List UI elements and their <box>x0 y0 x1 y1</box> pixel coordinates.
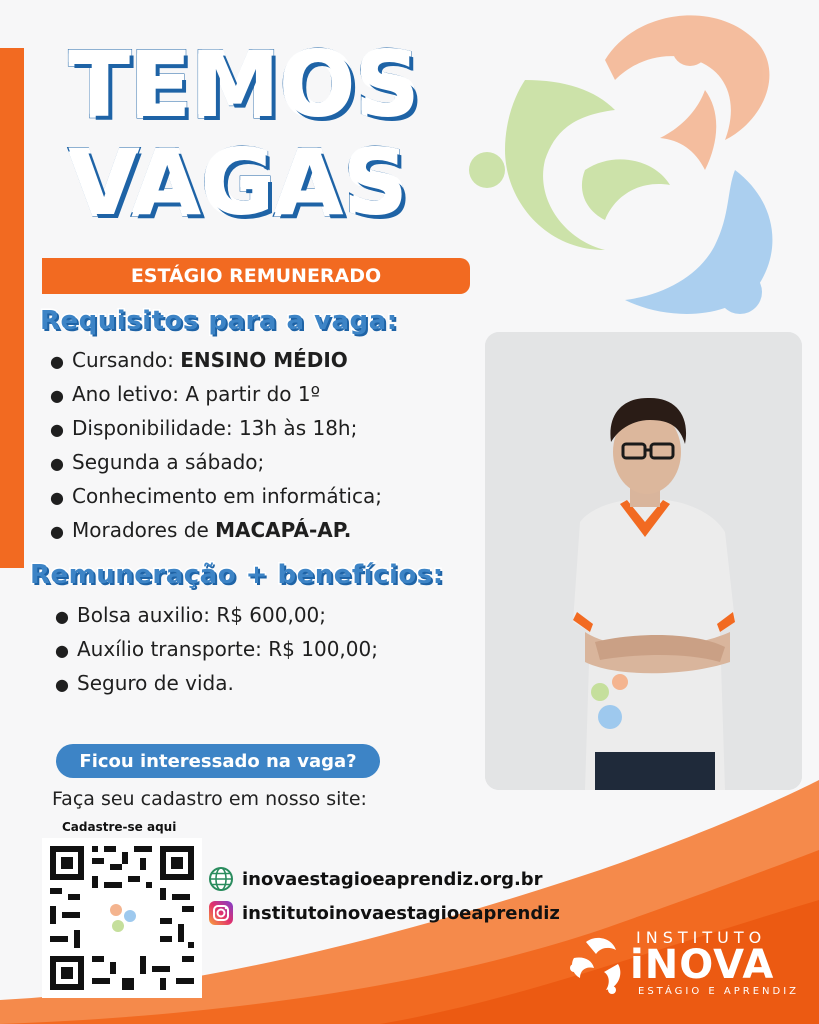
qr-code-icon <box>42 838 202 998</box>
logo-orange-swoosh <box>660 90 716 170</box>
benefits-list <box>55 598 378 700</box>
bullet-icon: ● <box>55 675 69 694</box>
logo-dot-peach <box>672 30 708 66</box>
requirement-item: ● Segunda a sábado; <box>50 445 382 479</box>
candidate-photo <box>485 332 802 790</box>
bullet-icon: ● <box>50 352 64 371</box>
left-accent-bar <box>0 48 24 568</box>
benefit-item: ● Bolsa auxilio: R$ 600,00; <box>55 598 378 632</box>
interest-pill: Ficou interessado na vaga? <box>56 744 380 778</box>
logo-dot-blue <box>718 270 762 314</box>
institute-logo-graphic <box>465 0 819 330</box>
bullet-icon: ● <box>55 607 69 626</box>
signup-instruction: Faça seu cadastro em nosso site: <box>52 788 367 810</box>
brand-inova: iNOVA <box>630 942 775 988</box>
instagram-contact[interactable] <box>208 900 560 926</box>
benefit-item: ● Seguro de vida. <box>55 666 378 700</box>
headline-temos: TEMOS <box>70 34 421 137</box>
website-url: inovaestagioeaprendiz.org.br <box>242 868 543 890</box>
instagram-handle: institutoinovaestagioeaprendiz <box>242 902 560 924</box>
inova-logo-icon <box>566 934 628 996</box>
requirement-item: ● Conhecimento em informática; <box>50 479 382 513</box>
requirement-item: ● Disponibilidade: 13h às 18h; <box>50 411 382 445</box>
requirement-item: ● Ano letivo: A partir do 1º <box>50 377 382 411</box>
bullet-icon: ● <box>50 522 64 541</box>
signup-qr-code[interactable] <box>42 838 202 998</box>
logo-green-inner <box>582 159 670 220</box>
logo-dot-green <box>469 152 505 188</box>
person-illustration <box>485 332 802 790</box>
benefit-item: ● Auxílio transporte: R$ 100,00; <box>55 632 378 666</box>
requirement-item: ● Cursando: ENSINO MÉDIO <box>50 343 382 377</box>
paid-internship-banner: ESTÁGIO REMUNERADO <box>42 258 470 294</box>
instagram-icon <box>208 900 234 926</box>
bullet-icon: ● <box>55 641 69 660</box>
headline-vagas: VAGAS <box>70 132 409 235</box>
benefits-title: Remuneração + benefícios: <box>30 560 444 590</box>
website-contact[interactable] <box>208 866 543 892</box>
bullet-icon: ● <box>50 488 64 507</box>
bullet-icon: ● <box>50 386 64 405</box>
requirements-title: Requisitos para a vaga: <box>40 306 398 336</box>
qr-caption: Cadastre-se aqui <box>62 820 177 834</box>
requirement-item: ● Moradores de MACAPÁ-AP. <box>50 513 382 547</box>
bullet-icon: ● <box>50 420 64 439</box>
requirements-list <box>50 343 382 547</box>
brand-subtitle: ESTÁGIO E APRENDIZ <box>638 986 800 997</box>
bullet-icon: ● <box>50 454 64 473</box>
brand-instituto: INSTITUTO <box>636 928 767 947</box>
globe-icon <box>208 866 234 892</box>
